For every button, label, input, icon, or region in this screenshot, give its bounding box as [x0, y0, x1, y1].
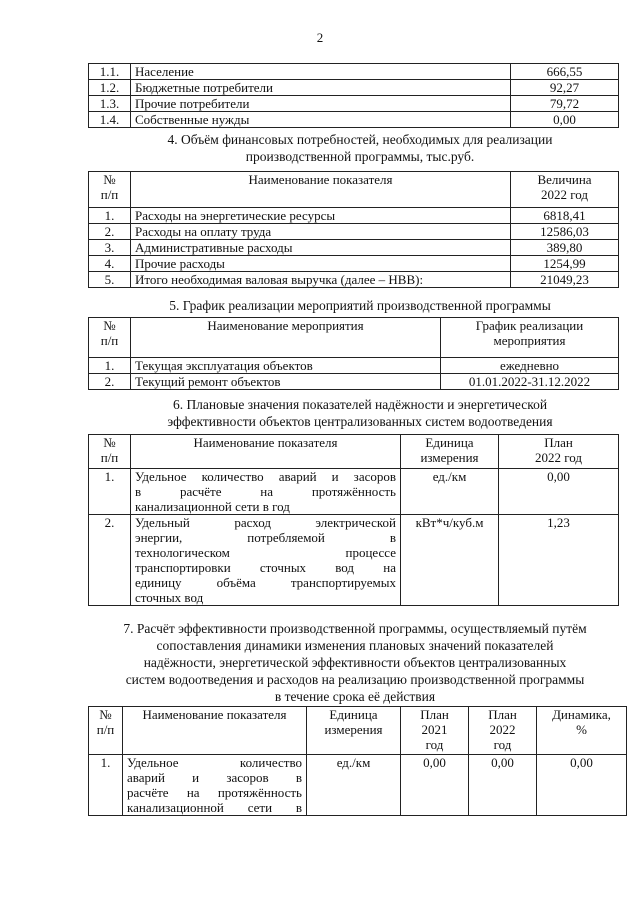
row-name: Бюджетные потребители: [131, 80, 511, 96]
row-number: 2.: [89, 224, 131, 240]
row-schedule: ежедневно: [441, 358, 619, 374]
section7-title-line: в течение срока её действия: [274, 689, 436, 704]
table-row: [89, 469, 619, 515]
table-row: [89, 272, 619, 288]
row-value: 6818,41: [511, 208, 619, 224]
row-number: 1.: [89, 358, 131, 374]
row-number: 1.: [89, 469, 131, 515]
column-header-plan-2021: План 2021 год: [401, 707, 469, 755]
column-header-number: № п/п: [89, 172, 131, 208]
row-number: 5.: [89, 272, 131, 288]
row-name: Текущий ремонт объектов: [131, 374, 441, 390]
row-value: 21049,23: [511, 272, 619, 288]
table-row: [89, 256, 619, 272]
row-number: 1.3.: [89, 96, 131, 112]
row-number: 3.: [89, 240, 131, 256]
section6-title-line: 6. Плановые значения показателей надёжности и энергетической: [172, 397, 548, 412]
row-unit: кВт*ч/куб.м: [401, 515, 499, 606]
table-row: [89, 64, 619, 80]
section4-title-line: производственной программы, тыс.руб.: [245, 149, 475, 164]
row-name: Расходы на оплату труда: [131, 224, 511, 240]
row-number: 1.: [89, 755, 123, 816]
column-header-dynamics: Динамика, %: [537, 707, 627, 755]
row-name: Административные расходы: [131, 240, 511, 256]
schedule-table: [88, 317, 619, 390]
table-row: [89, 755, 627, 816]
section7-title: [70, 620, 640, 705]
section7-title-line: 7. Расчёт эффективности производственной программы, осуществляемый путём: [123, 621, 587, 636]
column-header-unit: Единица измерения: [401, 435, 499, 469]
table-header-row: [89, 172, 619, 208]
column-header-plan-2022: План 2022 год: [469, 707, 537, 755]
table-header-row: [89, 435, 619, 469]
row-value: 0,00: [511, 112, 619, 128]
consumers-table: [88, 63, 619, 128]
table-row: [89, 374, 619, 390]
row-number: 1.2.: [89, 80, 131, 96]
column-header-number: № п/п: [89, 707, 123, 755]
row-name: Население: [131, 64, 511, 80]
efficiency-table: [88, 706, 627, 816]
row-value: 666,55: [511, 64, 619, 80]
row-value: 92,27: [511, 80, 619, 96]
row-number: 1.4.: [89, 112, 131, 128]
section6-title: [80, 396, 640, 430]
row-name: Прочие расходы: [131, 256, 511, 272]
page-number: 2: [316, 30, 324, 45]
table-row: [89, 208, 619, 224]
row-name: Расходы на энергетические ресурсы: [131, 208, 511, 224]
table-row: [89, 112, 619, 128]
row-name: Прочие потребители: [131, 96, 511, 112]
row-name: Текущая эксплуатация объектов: [131, 358, 441, 374]
row-number: 1.: [89, 208, 131, 224]
row-unit: ед./км: [401, 469, 499, 515]
row-plan: 0,00: [499, 469, 619, 515]
row-plan-2021: 0,00: [401, 755, 469, 816]
section4-title-line: 4. Объём финансовых потребностей, необходимых для реализации: [167, 132, 553, 147]
row-number: 2.: [89, 515, 131, 606]
column-header-schedule: График реализации мероприятия: [441, 318, 619, 358]
section7-title-line: надёжности, энергетической эффективности объектов централизованных: [143, 655, 567, 670]
section7-title-line: систем водоотведения и расходов на реализацию производственной программы: [125, 672, 585, 687]
row-name: Удельное количество аварий и засоров в расчёте на протяжённость канализационной сети в: [123, 755, 307, 816]
section6-title-line: эффективности объектов централизованных систем водоотведения: [167, 414, 553, 429]
section5-title: 5. График реализации мероприятий производственной программы: [169, 298, 551, 313]
financial-table: [88, 171, 619, 288]
row-dynamics: 0,00: [537, 755, 627, 816]
indicators-table: [88, 434, 619, 606]
row-name: Итого необходимая валовая выручка (далее – НВВ):: [131, 272, 511, 288]
row-value: 12586,03: [511, 224, 619, 240]
column-header-value: Величина 2022 год: [511, 172, 619, 208]
column-header-plan: План 2022 год: [499, 435, 619, 469]
table-row: [89, 80, 619, 96]
row-schedule: 01.01.2022-31.12.2022: [441, 374, 619, 390]
column-header-name: Наименование показателя: [131, 435, 401, 469]
row-name: Удельный расход электрической энергии, потребляемой в технологическом процессе транспортировки сточных вод на единицу объёма транспортируемых сточных вод: [131, 515, 401, 606]
row-value: 1254,99: [511, 256, 619, 272]
row-plan-2022: 0,00: [469, 755, 537, 816]
row-number: 1.1.: [89, 64, 131, 80]
row-number: 2.: [89, 374, 131, 390]
row-number: 4.: [89, 256, 131, 272]
row-plan: 1,23: [499, 515, 619, 606]
column-header-name: Наименование показателя: [123, 707, 307, 755]
column-header-number: № п/п: [89, 435, 131, 469]
row-name: Удельное количество аварий и засоров в расчёте на протяжённость канализационной сети в год: [131, 469, 401, 515]
row-value: 79,72: [511, 96, 619, 112]
table-header-row: [89, 318, 619, 358]
row-name: Собственные нужды: [131, 112, 511, 128]
table-row: [89, 224, 619, 240]
column-header-name: Наименование мероприятия: [131, 318, 441, 358]
row-value: 389,80: [511, 240, 619, 256]
table-row: [89, 240, 619, 256]
column-header-unit: Единица измерения: [307, 707, 401, 755]
column-header-number: № п/п: [89, 318, 131, 358]
table-header-row: [89, 707, 627, 755]
column-header-name: Наименование показателя: [131, 172, 511, 208]
section4-title: [80, 131, 640, 165]
row-unit: ед./км: [307, 755, 401, 816]
section7-title-line: сопоставления динамики изменения плановых значений показателей: [156, 638, 554, 653]
table-row: [89, 96, 619, 112]
table-row: [89, 358, 619, 374]
table-row: [89, 515, 619, 606]
